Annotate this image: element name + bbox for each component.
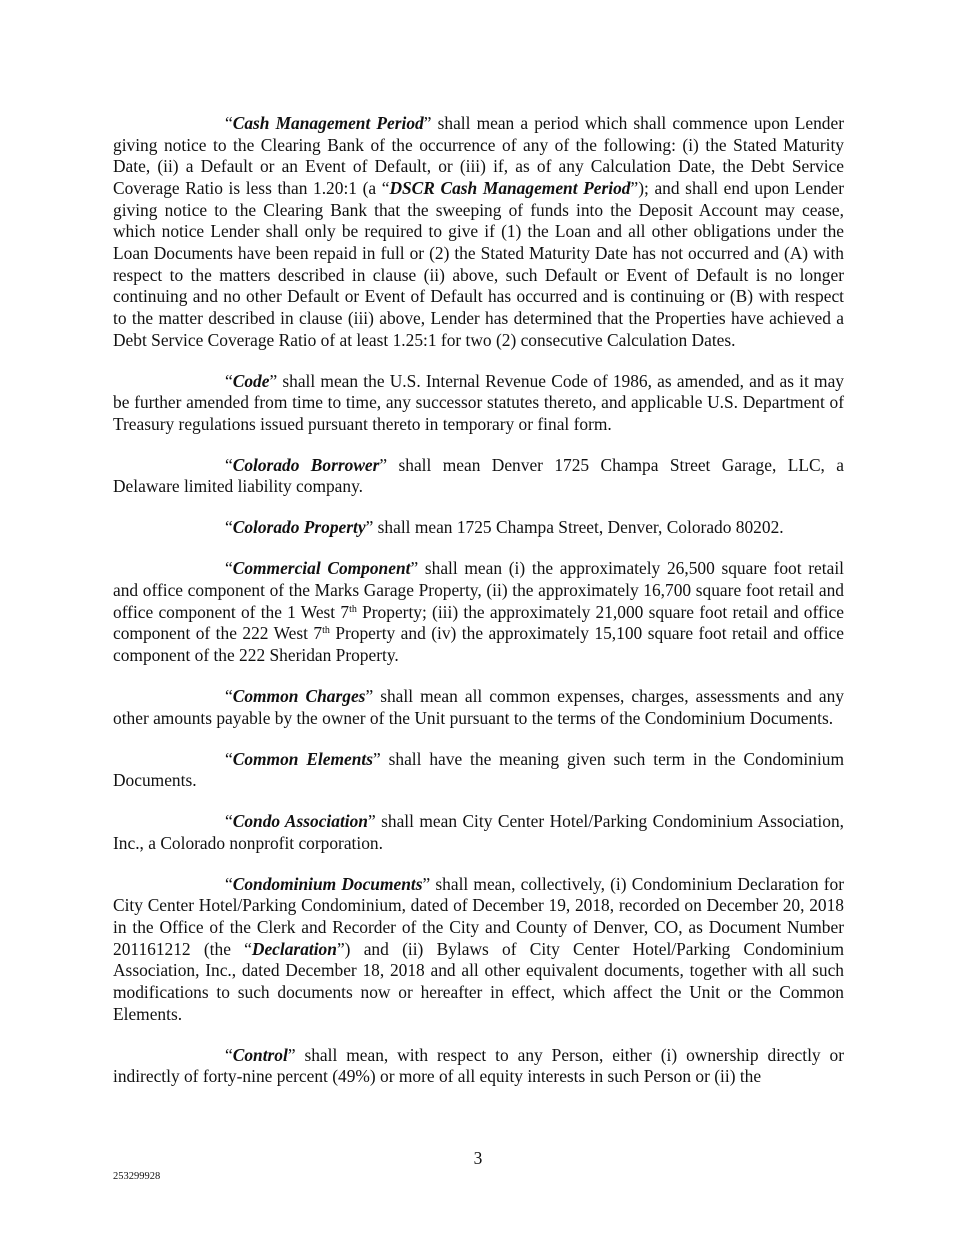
definition-text: “ <box>225 113 233 133</box>
defined-term: Colorado Borrower <box>232 454 380 475</box>
definition-control <box>113 1045 844 1088</box>
definition-text: “ <box>225 370 233 391</box>
defined-term: Cash Management Period <box>232 113 424 133</box>
definition-text: ”); and shall end upon Lender giving notice to the Clearing Bank that the sweeping of funds into the Deposit Account may cease, which notice Lender shall only be required to give if (1) the Loan and all other obligations under the Loan Documents have been repaid in full or (2) the Stated Maturity Date has not occurred and (A) with respect to the matters described in clause (ii) above, such Default or Event of Default is no longer continuing and no other Default or Event of Default has occurred and is continuing or (B) with respect to the matter described in clause (iii) above, Lender has determined that the Properties have achieved a Debt Service Coverage Ratio of at least 1.25:1 for two (2) consecutive Calculation Dates. <box>113 177 845 350</box>
definition-text: ” shall mean 1725 Champa Street, Denver, Colorado 80202. <box>365 517 784 538</box>
ordinal-suffix: th <box>349 603 357 615</box>
defined-term: Condominium Documents <box>232 873 423 894</box>
definition-text: ”) and (ii) Bylaws of City Center Hotel/Parking Condominium Association, Inc., dated December 18, 2018 and all other equivalent documents, together with all such modifications to such documents now or hereafter in effect, which affect the Unit or the Common Elements. <box>113 938 844 1024</box>
ordinal-suffix: th <box>322 625 330 637</box>
definition-text: ” shall mean, with respect to any Person, either (i) ownership directly or indirectly of forty-nine percent (49%) or more of all equity interests in such Person or (ii) the <box>113 1044 844 1087</box>
definition-text: ” shall mean the U.S. Internal Revenue Code of 1986, as amended, and as it may be further amended from time to time, any successor statutes thereto, and applicable U.S. Department of Treasury regulations issued pursuant thereto in temporary or final form. <box>113 370 844 434</box>
definition-colorado-borrower <box>113 455 844 498</box>
definition-common-elements <box>113 749 844 792</box>
page-number: 3 <box>473 1148 483 1168</box>
definition-text: ” shall mean, collectively, (i) Condominium Declaration for City Center Hotel/Parking Condominium, dated of December 19, 2018, recorded on December 20, 2018 in the Office of the Clerk and Recorder of the City and County of Denver, CO, as Document Number 201161212 (the “ <box>113 873 844 959</box>
definition-text: ” shall mean Denver 1725 Champa Street Garage, LLC, a Delaware limited liability company. <box>113 454 844 497</box>
definition-text: ” shall mean all common expenses, charges, assessments and any other amounts payable by the owner of the Unit pursuant to the terms of the Condominium Documents. <box>113 685 844 728</box>
definition-text: Property and (iv) the approximately 15,100 square foot retail and office component of the 222 Sheridan Property. <box>113 623 844 665</box>
definition-text: “ <box>225 748 233 769</box>
definition-text: “ <box>225 1044 233 1065</box>
definition-text: ” shall mean (i) the approximately 26,500 square foot retail and office component of the Marks Garage Property, (ii) the approximately 16,700 square foot retail and office component of the 1 West 7 <box>113 558 844 622</box>
defined-term: Common Charges <box>232 685 366 706</box>
defined-term: Condo Association <box>232 811 368 832</box>
document-page <box>113 113 844 1107</box>
document-id: 253299928 <box>113 1171 161 1182</box>
definition-text: “ <box>225 811 233 832</box>
definition-common-charges <box>113 686 844 729</box>
definition-commercial-component <box>113 558 844 666</box>
definition-text: ” shall have the meaning given such term in the Condominium Documents. <box>113 748 845 791</box>
definition-condominium-documents <box>113 874 844 1026</box>
defined-term: Commercial Component <box>232 558 411 579</box>
definition-text: “ <box>225 873 233 894</box>
definition-code <box>113 371 844 436</box>
defined-term: Common Elements <box>232 748 374 769</box>
defined-term: DSCR Cash Management Period <box>389 177 631 198</box>
defined-term: Control <box>232 1044 288 1065</box>
definition-text: ” shall mean City Center Hotel/Parking Condominium Association, Inc., a Colorado nonprofit corporation. <box>113 811 845 853</box>
definition-text: Property; (iii) the approximately 21,000 square foot retail and office component of the 222 West 7 <box>113 601 844 644</box>
defined-term: Code <box>232 370 270 391</box>
defined-term: Colorado Property <box>232 517 366 538</box>
defined-term: Declaration <box>251 938 337 959</box>
definition-text: “ <box>225 558 233 579</box>
definition-condo-association <box>113 811 844 854</box>
definition-text: “ <box>225 517 233 538</box>
definition-text: ” shall mean a period which shall commence upon Lender giving notice to the Clearing Bank of the occurrence of any of the following: (i) the Stated Maturity Date, (ii) a Default or an Event of Default, or (iii) if, as of any Calculation Date, the Debt Service Coverage Ratio is less than 1.20:1 (a “ <box>113 113 844 198</box>
definition-colorado-property <box>113 517 844 539</box>
definition-text: “ <box>225 454 233 475</box>
definition-text: “ <box>225 685 233 706</box>
definition-cash-management-period <box>113 113 844 351</box>
